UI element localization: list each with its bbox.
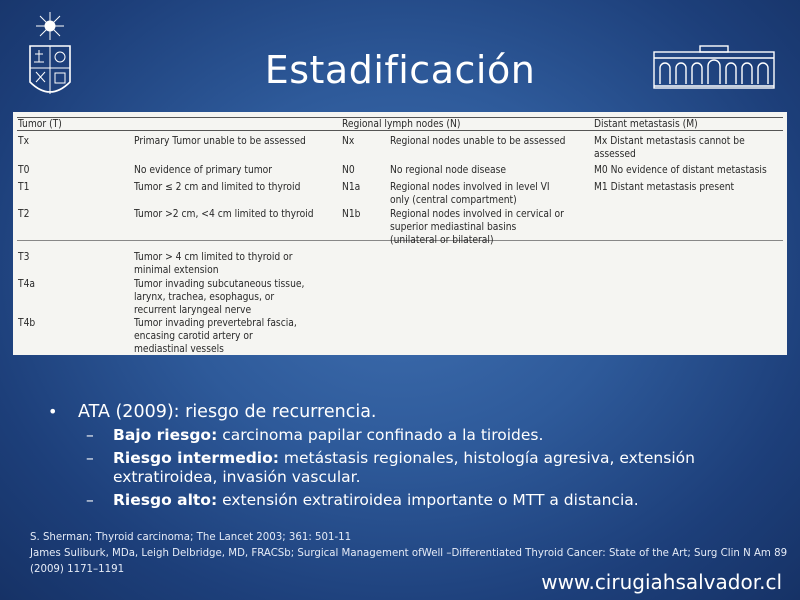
row-t3-desc: Tumor > 4 cm limited to thyroid or minimal extension — [134, 252, 293, 276]
dash-icon: – — [86, 491, 94, 509]
row-m0-desc: M0 No evidence of distant metastasis — [594, 165, 767, 176]
row-t2-desc: Tumor >2 cm, <4 cm limited to thyroid — [134, 209, 314, 220]
low-risk-label: Bajo riesgo: — [113, 426, 218, 444]
sub-bullet-low-risk — [86, 426, 768, 445]
website-url: www.cirugiahsalvador.cl — [541, 570, 782, 594]
bullet-dot-icon: • — [48, 402, 58, 421]
row-t4b-code: T4b — [18, 318, 36, 329]
header-lymph-nodes: Regional lymph nodes (N) — [342, 119, 461, 130]
row-tx-code: Tx — [18, 136, 30, 147]
reference-2: James Suliburk, MDa, Leigh Delbridge, MD, FRACSb; Surgical Management ofWell –Differentiated Thyroid Cancer: State of the Art; Surg Clin N Am 89 (2009) 1171–1191 — [30, 548, 788, 575]
high-risk-label: Riesgo alto: — [113, 491, 218, 509]
row-n1b-code: N1b — [342, 209, 361, 220]
intermediate-risk-label: Riesgo intermedio: — [113, 449, 279, 467]
row-t4b-desc: Tumor invading prevertebral fascia, encasing carotid artery or mediastinal vessels — [134, 318, 297, 355]
row-nx-code: Nx — [342, 136, 355, 147]
row-t1-desc: Tumor ≤ 2 cm and limited to thyroid — [134, 182, 301, 193]
row-n1b-desc: Regional nodes involved in cervical or superior mediastinal basins (unilateral or bilateral) — [390, 209, 564, 246]
row-n0-code: N0 — [342, 165, 355, 176]
intermediate-risk-text: metástasis regionales, histología agresiva, extensión extratiroidea, invasión vascular. — [113, 449, 695, 486]
slide-title: Estadificación — [264, 48, 536, 92]
header-metastasis: Distant metastasis (M) — [594, 119, 698, 130]
row-n0-desc: No regional node disease — [390, 165, 507, 176]
row-t3-code: T3 — [18, 252, 30, 263]
row-t1-code: T1 — [18, 182, 30, 193]
row-t4a-desc: Tumor invading subcutaneous tissue, larynx, trachea, esophagus, or recurrent laryngeal nerve — [134, 279, 305, 316]
main-bullet — [48, 402, 768, 422]
row-nx-desc: Regional nodes unable to be assessed — [390, 136, 566, 147]
row-t2-code: T2 — [18, 209, 30, 220]
row-mx-desc: Mx Distant metastasis cannot be assessed — [594, 136, 745, 160]
row-n1a-code: N1a — [342, 182, 361, 193]
row-t4a-code: T4a — [18, 279, 36, 290]
row-t0-code: T0 — [18, 165, 30, 176]
high-risk-text: extensión extratiroidea importante o MTT a distancia. — [217, 491, 639, 509]
sub-bullet-high-risk — [86, 491, 768, 510]
row-tx-desc: Primary Tumor unable to be assessed — [134, 136, 306, 147]
dash-icon: – — [86, 449, 94, 467]
low-risk-text: carcinoma papilar confinado a la tiroides. — [217, 426, 544, 444]
main-bullet-text: ATA (2009): riesgo de recurrencia. — [78, 402, 377, 422]
row-t0-desc: No evidence of primary tumor — [134, 165, 273, 176]
tnm-staging-table — [13, 112, 787, 355]
reference-1: S. Sherman; Thyroid carcinoma; The Lancet 2003; 361: 501-11 — [30, 532, 352, 543]
dash-icon: – — [86, 426, 94, 444]
row-n1a-desc: Regional nodes involved in level VI only (central compartment) — [390, 182, 550, 206]
row-m1-desc: M1 Distant metastasis present — [594, 182, 735, 193]
header-tumor: Tumor (T) — [18, 119, 62, 130]
sub-bullet-intermediate-risk — [86, 449, 768, 487]
risk-bullet-list — [48, 402, 768, 510]
